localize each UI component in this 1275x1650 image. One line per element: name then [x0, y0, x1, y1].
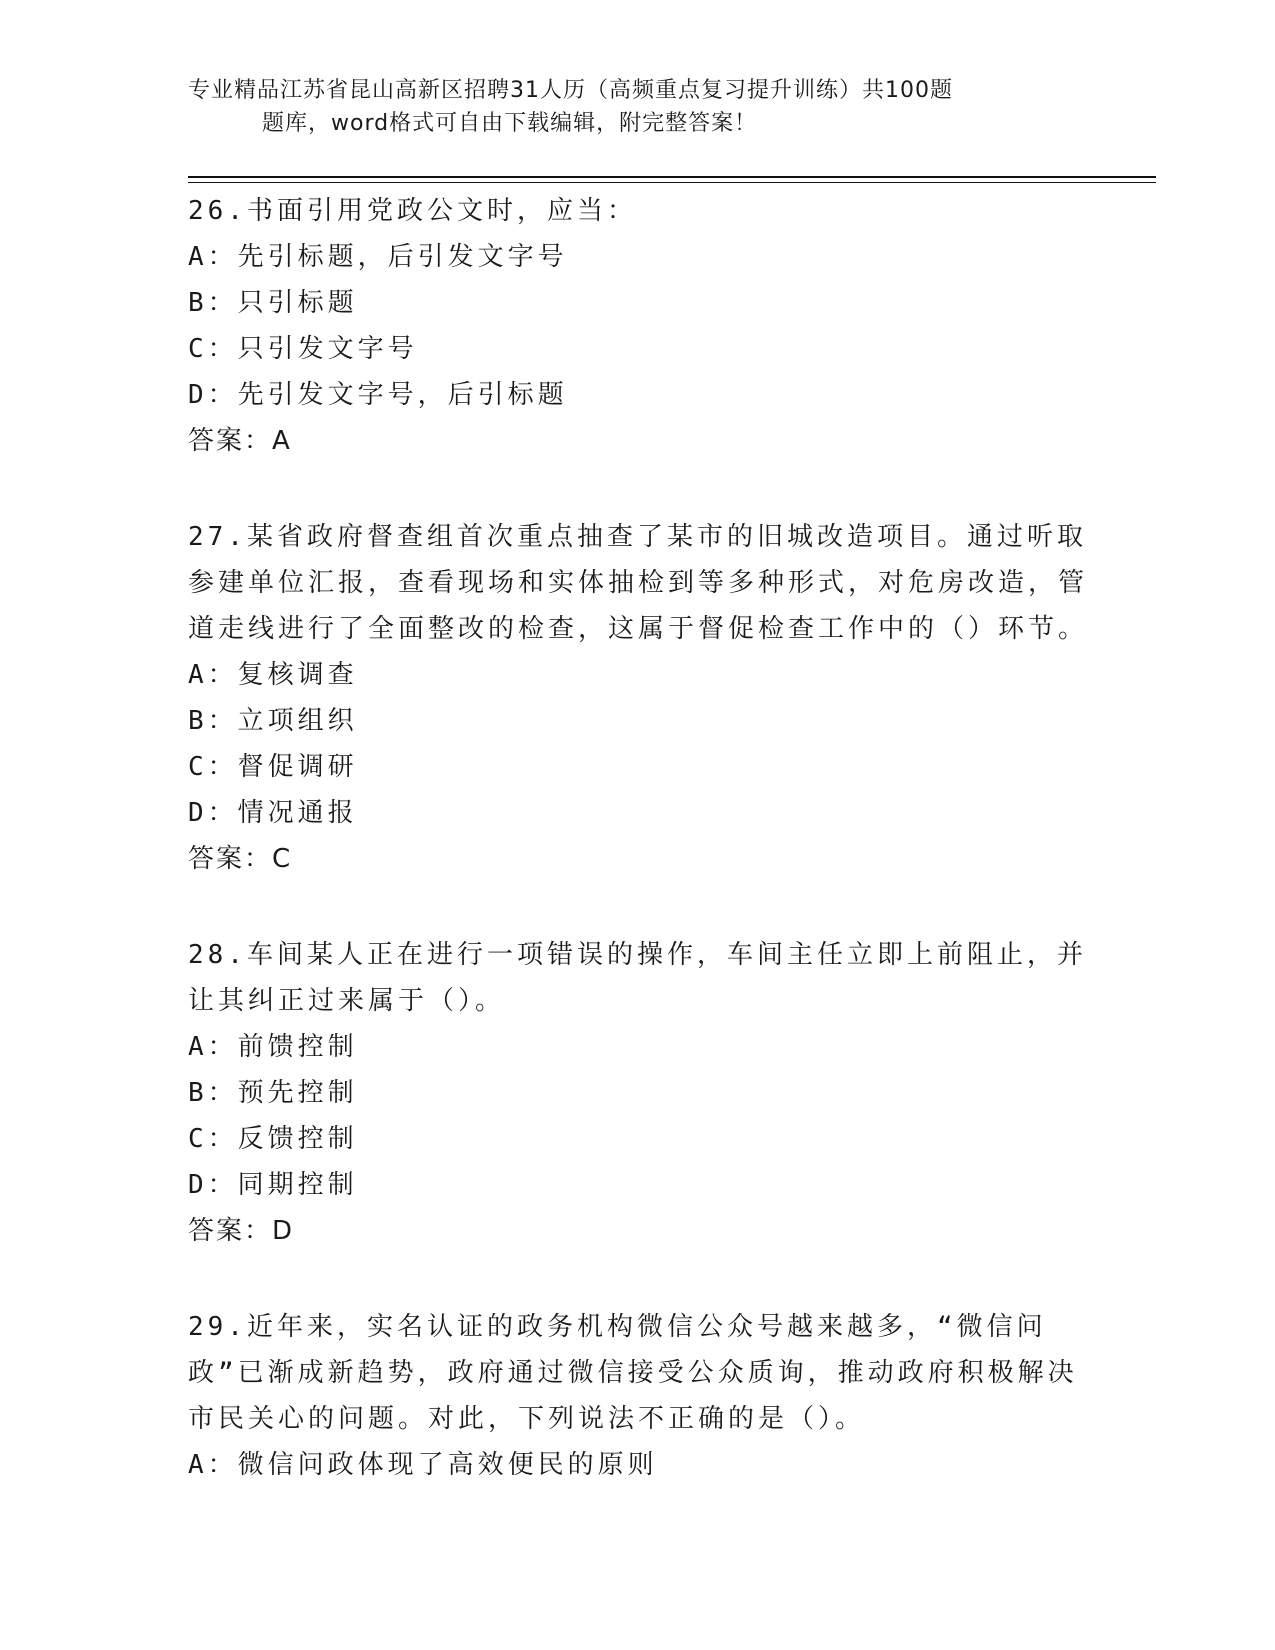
- option-c: C：督促调研: [188, 752, 358, 782]
- document-header: [188, 74, 1048, 140]
- option-d: D：情况通报: [188, 798, 358, 828]
- question-stem: 28.车间某人正在进行一项错误的操作，车间主任立即上前阻止，并让其纠正过来属于（）。: [188, 940, 1087, 1016]
- option-c: C：反馈控制: [188, 1124, 358, 1154]
- option-a: A：复核调查: [188, 660, 358, 690]
- question-26: [188, 188, 1088, 464]
- option-d: D：先引发文字号，后引标题: [188, 380, 568, 410]
- question-27: [188, 514, 1088, 882]
- option-c: C：只引发文字号: [188, 334, 418, 364]
- question-28: [188, 932, 1088, 1254]
- option-b: B：立项组织: [188, 706, 358, 736]
- question-stem: 26.书面引用党政公文时，应当：: [188, 196, 637, 226]
- answer-text: 答案：D: [188, 1216, 295, 1246]
- option-d: D：同期控制: [188, 1170, 358, 1200]
- option-b: B：预先控制: [188, 1078, 358, 1108]
- question-stem: 29.近年来，实名认证的政务机构微信公众号越来越多，“微信问政”已渐成新趋势，政府通过微信接受公众质询，推动政府积极解决市民关心的问题。对此，下列说法不正确的是（）。: [188, 1312, 1078, 1434]
- option-a: A：先引标题，后引发文字号: [188, 242, 568, 272]
- question-29: [188, 1304, 1088, 1488]
- question-stem: 27.某省政府督查组首次重点抽查了某市的旧城改造项目。通过听取参建单位汇报，查看现场和实体抽检到等多种形式，对危房改造，管道走线进行了全面整改的检查，这属于督促检查工作中的（）环节。: [188, 522, 1089, 644]
- option-b: B：只引标题: [188, 288, 358, 318]
- header-title-line2: 题库，word格式可自由下载编辑，附完整答案！: [262, 111, 758, 136]
- answer-text: 答案：A: [188, 426, 292, 456]
- header-divider-thin: [188, 182, 1156, 183]
- question-list: [188, 188, 1088, 1538]
- header-divider-thick: [188, 176, 1156, 178]
- option-a: A：微信问政体现了高效便民的原则: [188, 1450, 658, 1480]
- header-title-line1: 专业精品江苏省昆山高新区招聘31人历（高频重点复习提升训练）共100题: [188, 78, 953, 103]
- answer-text: 答案：C: [188, 844, 293, 874]
- option-a: A：前馈控制: [188, 1032, 358, 1062]
